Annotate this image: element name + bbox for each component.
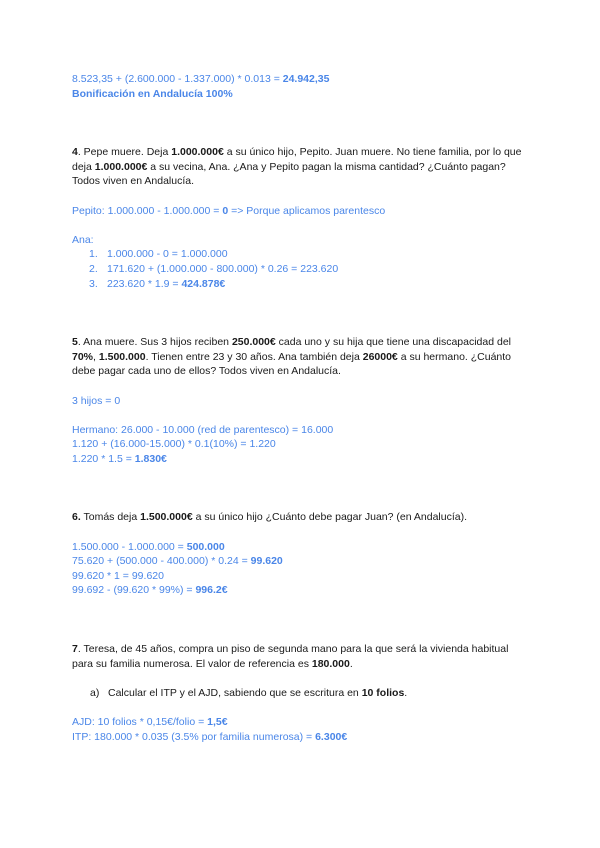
document-page	[72, 72, 532, 744]
list-number: 3.	[89, 277, 98, 290]
question-text: cada uno y su hija que tiene una discapacidad del	[275, 336, 511, 349]
answer-hermano-3	[72, 452, 532, 467]
calc-result: 24.942,35	[282, 73, 330, 85]
question-bold: 1.000.000€	[94, 160, 148, 173]
answer-ajd	[72, 715, 532, 730]
ana-steps-list	[72, 247, 532, 291]
answer-text: 99.692 - (99.620 * 99%) =	[72, 584, 196, 597]
answer-pepito	[72, 204, 532, 219]
answer-hijos: 3 hijos = 0	[72, 394, 121, 407]
list-item	[72, 277, 532, 292]
answer-6-line-3: 99.620 * 1 = 99.620	[72, 569, 164, 582]
subquestion-label: a)	[90, 686, 100, 699]
answer-text: 1.500.000 - 1.000.000 =	[72, 540, 187, 553]
question-4	[72, 145, 532, 189]
question-bold: 26000€	[362, 350, 398, 363]
question-7	[72, 642, 532, 671]
question-bold: 180.000	[311, 657, 350, 670]
calc-line	[72, 72, 532, 87]
list-item	[72, 247, 532, 262]
answer-text: 1.220 * 1.5 =	[72, 452, 135, 465]
question-text: .	[349, 657, 353, 670]
answer-6-line-1	[72, 540, 532, 555]
answer-result: 996.2€	[195, 584, 228, 597]
list-number: 1.	[89, 248, 98, 261]
list-text: 1.000.000 - 0 = 1.000.000	[107, 248, 228, 261]
answer-result: 500.000	[186, 540, 225, 553]
question-text: a su único hijo ¿Cuánto debe pagar Juan? (en Andalucía).	[192, 511, 468, 524]
list-number: 2.	[89, 262, 98, 275]
bonus-text: Bonificación en Andalucía 100%	[72, 87, 233, 100]
subquestion-bold: 10 folios	[361, 686, 405, 699]
answer-6-line-2	[72, 554, 532, 569]
answer-6-line-4	[72, 583, 532, 598]
list-text: 223.620 * 1.9 =	[107, 277, 182, 290]
answer-result: 0	[222, 204, 229, 217]
question-number: 4	[72, 146, 78, 159]
question-bold: 1.500.000	[98, 350, 146, 363]
answer-hermano-1: Hermano: 26.000 - 10.000 (red de parentesco) = 16.000	[72, 423, 334, 436]
question-text: . Tienen entre 23 y 30 años. Ana también deja	[145, 350, 363, 363]
question-text: a su único hijo, Pepito. Juan muere. No tiene familia, por lo que deja	[72, 146, 522, 173]
question-text: a su vecina, Ana. ¿Ana y Pepito pagan la misma cantidad? ¿Cuánto pagan? Todos viven en Andalucía.	[72, 160, 506, 188]
subquestion-a	[72, 686, 532, 701]
question-bold: 70%	[72, 350, 94, 363]
question-number: 6.	[72, 511, 81, 524]
question-text: . Ana muere. Sus 3 hijos reciben	[77, 336, 232, 349]
question-number: 7	[72, 643, 78, 656]
question-6	[72, 510, 532, 525]
question-bold: 250.000€	[231, 336, 276, 349]
question-text: Tomás deja	[80, 511, 141, 524]
list-result: 424.878€	[181, 277, 226, 290]
list-text: 171.620 + (1.000.000 - 800.000) * 0.26 = 223.620	[107, 262, 339, 275]
answer-text: 75.620 + (500.000 - 400.000) * 0.24 =	[72, 555, 251, 568]
list-item	[72, 262, 532, 277]
answer-hermano-2: 1.120 + (16.000-15.000) * 0.1(10%) = 1.220	[72, 438, 276, 451]
answer-text: Pepito: 1.000.000 - 1.000.000 =	[72, 204, 223, 217]
calc-text: 8.523,35 + (2.600.000 - 1.337.000) * 0.013 =	[72, 73, 283, 85]
subquestion-text: .	[404, 686, 408, 699]
answer-result: 99.620	[250, 555, 283, 568]
question-text: . Teresa, de 45 años, compra un piso de segunda mano para la que será la vivienda habitual para su familia numerosa. El valor de referencia es	[72, 643, 509, 670]
answer-note: => Porque aplicamos parentesco	[228, 204, 386, 217]
bonus-line	[72, 87, 532, 102]
question-bold: 1.500.000€	[140, 511, 193, 524]
subquestion-text: Calcular el ITP y el AJD, sabiendo que se escritura en	[108, 686, 362, 699]
question-text: . Pepe muere. Deja	[77, 146, 172, 159]
answer-result: 1,5€	[207, 716, 228, 728]
question-text: a su hermano. ¿Cuánto debe pagar cada uno de ellos? Todos viven en Andalucía.	[72, 350, 512, 378]
question-text: ,	[93, 350, 99, 363]
answer-text: AJD: 10 folios * 0,15€/folio =	[72, 716, 208, 728]
answer-ana-label: Ana:	[72, 233, 94, 246]
answer-result: 6.300€	[315, 730, 348, 743]
question-number: 5	[72, 336, 78, 349]
question-bold: 1.000.000€	[171, 146, 224, 159]
answer-result: 1.830€	[134, 452, 167, 465]
question-5	[72, 335, 532, 379]
answer-text: ITP: 180.000 * 0.035 (3.5% por familia numerosa) =	[72, 730, 316, 743]
answer-itp	[72, 730, 532, 745]
